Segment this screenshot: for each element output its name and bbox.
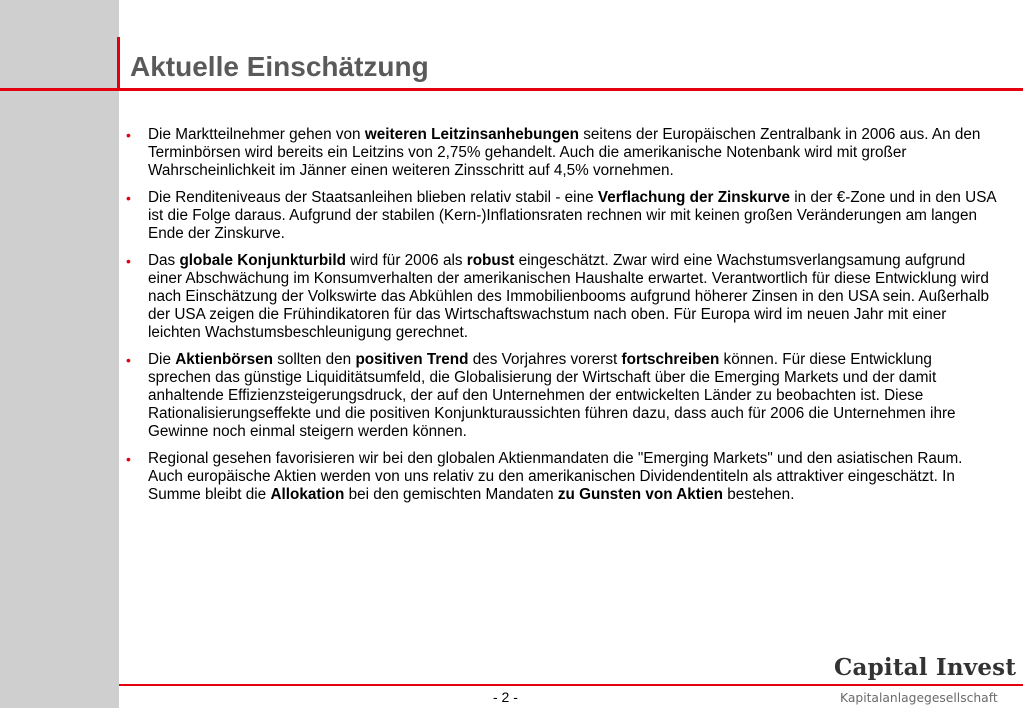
bullet-item: [126, 351, 998, 441]
title-underline: [0, 88, 1023, 91]
bullet-item: [126, 126, 998, 180]
bullet-dot-icon: •: [126, 127, 131, 143]
bullet-text-segment: in der €-Zone und in den USA ist die Folge daraus. Aufgrund der stabilen (Kern-)Inflationsraten rechnen wir mit keinen großen Veränderungen am langen Ende der Zinskurve.: [148, 189, 996, 242]
bullet-text-segment: Die: [148, 351, 176, 368]
bullet-text-emphasis: Verflachung der Zinskurve: [597, 189, 790, 206]
company-logo: [834, 654, 1017, 705]
logo-subtitle: Kapitalanlagegesellschaft: [840, 691, 998, 705]
bullet-dot-icon: •: [126, 352, 131, 368]
bullet-text-segment: Das: [148, 252, 180, 269]
bullet-text-segment: wird für 2006 als: [346, 252, 467, 269]
bullet-text-segment: bei den gemischten Mandaten: [344, 486, 558, 503]
bullet-item: [126, 450, 998, 504]
bullet-text-emphasis: weiteren Leitzinsanhebungen: [364, 126, 580, 143]
bullet-text-emphasis: Aktienbörsen: [175, 351, 273, 368]
title-accent-vertical-line: [117, 37, 120, 91]
bullet-text-segment: des Vorjahres vorerst: [468, 351, 622, 368]
bullet-text: [148, 126, 980, 179]
bullet-text-segment: können. Für diese Entwicklung sprechen das günstige Liquiditätsumfeld, die Globalisierung der Wirtschaft über die Emerging Markets und der damit anhaltende Effizienzsteigerungsdruck, der auf den Unternehmen der entwickelten Länder zu beobachten ist. Diese Rationalisierungseffekte und die positiven Konjunkturaussichten führen dazu, dass auch für 2006 die Unternehmen ihre Gewinne noch einmal steigern werden können.: [148, 351, 956, 440]
bullet-text-emphasis: globale Konjunkturbild: [179, 252, 347, 269]
bullet-text-segment: Regional gesehen favorisieren wir bei den globalen Aktienmandaten die "Emerging Markets" und den asiatischen Raum. Auch europäische Aktien werden von uns relativ zu den amerikanischen Dividendentiteln als attraktiver eingeschätzt. In Summe bleibt die: [148, 450, 963, 503]
logo-name: Capital Invest: [834, 654, 1017, 681]
bullet-text: [148, 351, 956, 440]
bullet-text-segment: Die Renditeniveaus der Staatsanleihen blieben relativ stabil - eine: [148, 189, 598, 206]
bullet-text-emphasis: fortschreiben: [621, 351, 720, 368]
bullet-dot-icon: •: [126, 253, 131, 269]
page-number: - 2 -: [493, 689, 518, 705]
bullet-item: [126, 252, 998, 342]
bullet-text-segment: Die Marktteilnehmer gehen von: [148, 126, 365, 143]
bullet-dot-icon: •: [126, 451, 131, 467]
bullet-text: [148, 252, 989, 341]
bullet-item: [126, 189, 998, 243]
bullet-dot-icon: •: [126, 190, 131, 206]
bullet-text-segment: bestehen.: [723, 486, 795, 503]
side-band: [0, 0, 119, 708]
bullet-text-segment: sollten den: [272, 351, 356, 368]
bullet-text-emphasis: zu Gunsten von Aktien: [557, 486, 723, 503]
bullet-list: [126, 126, 998, 513]
footer-line: [119, 684, 1023, 686]
bullet-text-emphasis: robust: [466, 252, 515, 269]
bullet-text-emphasis: Allokation: [270, 486, 345, 503]
page-title: Aktuelle Einschätzung: [130, 51, 429, 82]
bullet-text: [148, 450, 962, 503]
bullet-text-emphasis: positiven Trend: [355, 351, 469, 368]
bullet-text-segment: seitens der Europäischen Zentralbank in 2006 aus. An den Terminbörsen wird bereits ein Leitzins von 2,75% gehandelt. Auch die amerikanische Notenbank wird mit großer Wahrscheinlichkeit im Jänner einen weiteren Zinsschritt auf 4,5% vornehmen.: [148, 126, 981, 179]
bullet-text-segment: eingeschätzt. Zwar wird eine Wachstumsverlangsamung aufgrund einer Abschwächung im Konsumverhalten der amerikanischen Haushalte erwartet. Verantwortlich für diese Entwicklung wird nach Einschätzung der Volkswirte das Abkühlen des Immobilienbooms aufgrund höherer Zinsen in den USA sein. Außerhalb der USA zeigen die Frühindikatoren für das Wirtschaftswachstum nach oben. Für Europa wird im neuen Jahr mit einer leichten Wachstumsbeschleunigung gerechnet.: [148, 252, 989, 341]
bullet-text: [148, 189, 996, 242]
